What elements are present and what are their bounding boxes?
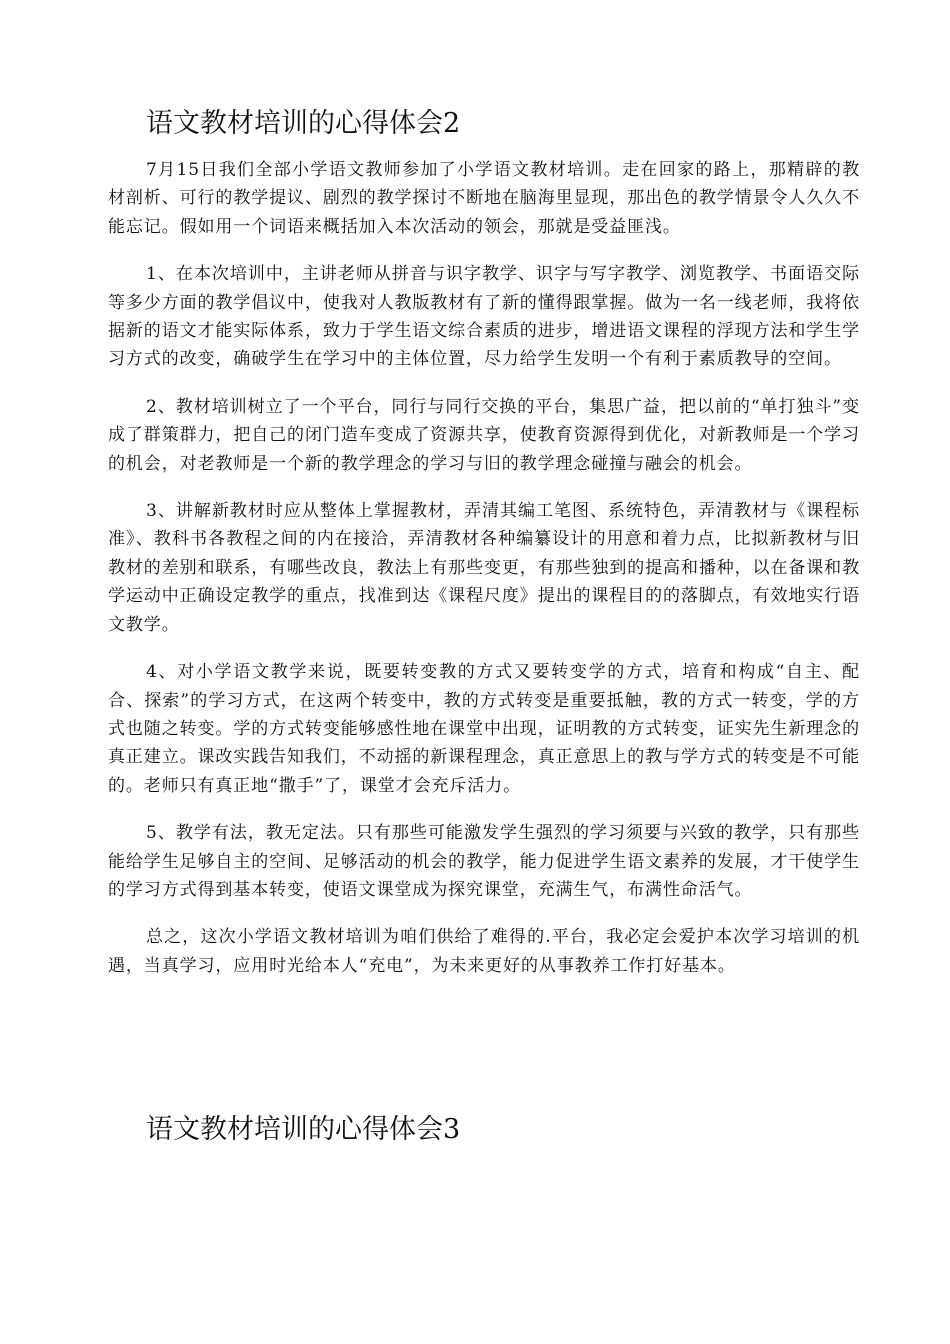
paragraph-point-2: 2、教材培训树立了一个平台，同行与同行交换的平台，集思广益，把以前的“单打独斗”变成了群策群力，把自己的闭门造车变成了资源共享，使教育资源得到优化，对新教师是一个学习的机会，对老教师是一个新的教学理念的学习与旧的教学理念碰撞与融会的机会。 [108, 396, 860, 474]
paragraph-point-4: 4、对小学语文教学来说，既要转变教的方式又要转变学的方式，培育和构成“自主、配合、探索”的学习方式，在这两个转变中，教的方式转变是重要抵触，教的方式一转变，学的方式也随之转变。学的方式转变能够感性地在课堂中出现，证明教的方式转变，证实先生新理念的真正建立。课改实践告知我们，不动摇的新课程理念，真正意思上的教与学方式的转变是不可能的。老师只有真正地“撒手”了，课堂才会充斥活力。 [108, 662, 860, 796]
paragraph-point-1: 1、在本次培训中，主讲老师从拼音与识字教学、识字与写字教学、浏览教学、书面语交际等多少方面的教学倡议中，使我对人教版教材有了新的懂得跟掌握。做为一名一线老师，我将依据新的语文才能实际体系，致力于学生语文综合素质的进步，增进语文课程的浮现方法和学生学习方式的改变，确破学生在学习中的主体位置，尽力给学生发明一个有利于素质教导的空间。 [108, 264, 860, 370]
document-body [108, 156, 860, 999]
paragraph-intro: 7月15日我们全部小学语文教师参加了小学语文教材培训。走在回家的路上，那精辟的教材剖析、可行的教学提议、剧烈的教学探讨不断地在脑海里显现，那出色的教学情景令人久久不能忘记。假如用一个词语来概括加入本次活动的领会，那就是受益匪浅。 [108, 160, 860, 237]
section-heading-3: 语文教材培训的心得体会3 [146, 1114, 461, 1145]
paragraph-point-3: 3、讲解新教材时应从整体上掌握教材，弄清其编工笔图、系统特色，弄清教材与《课程标准》、教科书各教程之间的内在接洽，弄清教材各种编纂设计的用意和着力点，比拟新教材与旧教材的差别和联系，有哪些改良，教法上有那些变更，有那些独到的提高和播种，以在备课和教学运动中正确设定教学的重点，找准到达《课程尺度》提出的课程目的的落脚点，有效地实行语文教学。 [108, 501, 860, 635]
section-heading-2: 语文教材培训的心得体会2 [146, 108, 461, 139]
paragraph-point-5: 5、教学有法，教无定法。只有那些可能激发学生强烈的学习须要与兴致的教学，只有那些能给学生足够自主的空间、足够活动的机会的教学，能力促进学生语文素养的发展，才干使学生的学习方式得到基本转变，使语文课堂成为探究课堂，充满生气，布满性命活气。 [108, 823, 860, 900]
paragraph-summary: 总之，这次小学语文教材培训为咱们供给了难得的.平台，我必定会爱护本次学习培训的机遇，当真学习，应用时光给本人“充电”，为未来更好的从事教养工作打好基本。 [108, 927, 860, 976]
